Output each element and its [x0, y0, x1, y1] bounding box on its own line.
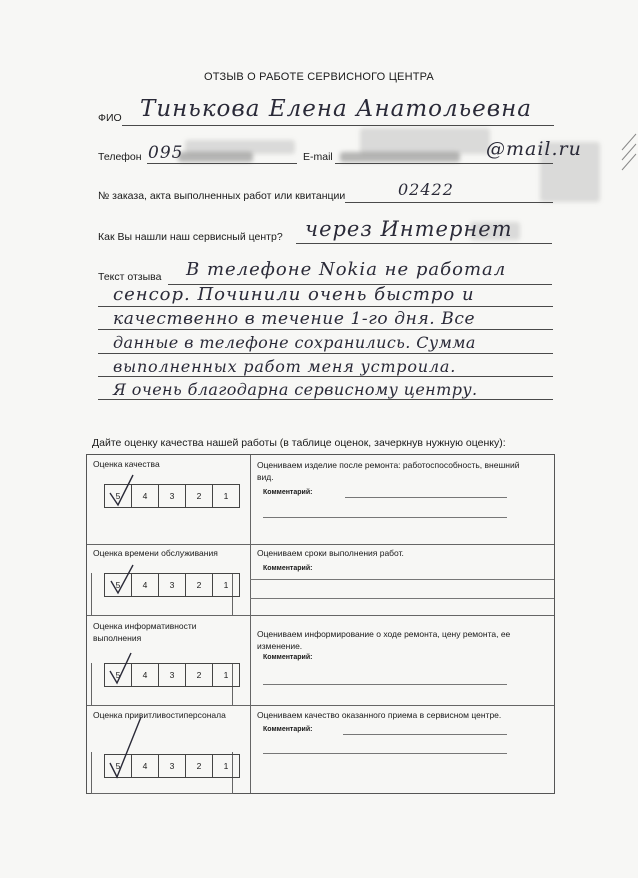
email-handwritten: @mail.ru — [486, 138, 582, 160]
check-mark-icon — [108, 565, 138, 597]
rating-table — [86, 454, 555, 794]
comment-line — [263, 753, 507, 754]
comment-label: Комментарий: — [263, 654, 313, 661]
score-2[interactable]: 2 — [186, 574, 213, 596]
check-mark-icon — [107, 475, 137, 509]
review-line: данные в телефоне сохранились. Сумма — [113, 333, 476, 352]
rating-title: Дайте оценку качества нашей работы (в таблице оценок, зачеркнув нужную оценку): — [92, 437, 506, 449]
comment-label: Комментарий: — [263, 489, 313, 496]
score-4[interactable]: 4 — [132, 574, 159, 596]
comment-line — [345, 497, 507, 498]
comment-line — [263, 684, 507, 685]
rating-description: Оцениваем информирование о ходе ремонта, цену ремонта, ее изменение. — [257, 629, 511, 651]
rating-description: Оцениваем изделие после ремонта: работоспособность, внешний вид. — [257, 460, 520, 482]
fio-label: ФИО — [98, 112, 122, 124]
bleed-through-shadow — [360, 128, 490, 154]
review-label: Текст отзыва — [98, 271, 162, 283]
rating-category: Оценка информативности выполнения — [93, 621, 197, 643]
score-3[interactable]: 3 — [159, 755, 186, 777]
review-underline — [98, 329, 553, 330]
score-4[interactable]: 4 — [132, 485, 159, 507]
email-redaction — [340, 152, 460, 162]
score-3[interactable]: 3 — [159, 485, 186, 507]
order-handwritten: 02422 — [398, 180, 454, 199]
phone-label: Телефон — [98, 151, 142, 163]
review-line: В телефоне Nokia не работал — [186, 259, 507, 280]
comment-label: Комментарий: — [263, 565, 313, 572]
fio-underline — [122, 125, 554, 126]
phone-redaction — [178, 152, 253, 162]
score-1[interactable]: 1 — [223, 580, 229, 590]
score-1[interactable]: 1 — [223, 761, 229, 771]
score-5[interactable]: 5 — [105, 664, 132, 686]
edge-artifact — [620, 120, 638, 240]
order-label: № заказа, акта выполненных работ или квитанции — [98, 190, 346, 202]
email-label: E-mail — [303, 151, 333, 163]
score-5[interactable]: 5 — [105, 485, 132, 507]
fio-handwritten: Тинькова Елена Анатольевна — [140, 96, 533, 122]
comment-line — [250, 598, 554, 599]
score-2[interactable]: 2 — [186, 664, 213, 686]
score-5[interactable]: 5 — [105, 755, 132, 777]
score-4[interactable]: 4 — [132, 664, 159, 686]
rating-description: Оцениваем качество оказанного приема в сервисном центре. — [257, 710, 502, 720]
score-5[interactable]: 5 — [105, 574, 132, 596]
review-line: качественно в течение 1-го дня. Все — [113, 309, 476, 329]
row-divider — [87, 544, 554, 545]
source-handwritten: через Интернет — [305, 217, 513, 241]
rating-category: Оценка привитливостиперсонала — [93, 710, 226, 720]
phone-handwritten: 095 — [148, 143, 184, 163]
score-2[interactable]: 2 — [186, 485, 213, 507]
email-underline — [335, 163, 553, 164]
rating-category: Оценка времени обслуживания — [93, 548, 218, 558]
source-underline — [296, 243, 552, 244]
form-title: ОТЗЫВ О РАБОТЕ СЕРВИСНОГО ЦЕНТРА — [204, 71, 434, 83]
order-underline — [345, 202, 553, 203]
score-1[interactable]: 1 — [223, 670, 229, 680]
comment-line — [263, 517, 507, 518]
review-underline — [98, 306, 553, 307]
comment-label: Комментарий: — [263, 726, 313, 733]
review-underline — [98, 399, 553, 400]
score-4[interactable]: 4 — [132, 755, 159, 777]
comment-line — [343, 734, 507, 735]
check-mark-icon — [107, 653, 137, 687]
score-3[interactable]: 3 — [159, 664, 186, 686]
score-2[interactable]: 2 — [186, 755, 213, 777]
review-underline — [98, 353, 553, 354]
score-1[interactable]: 1 — [223, 491, 229, 501]
rating-description: Оцениваем сроки выполнения работ. — [257, 548, 404, 558]
column-divider — [250, 455, 251, 793]
comment-line — [250, 579, 554, 580]
rating-category: Оценка качества — [93, 459, 160, 469]
check-mark-icon — [107, 717, 147, 781]
review-line: выполненных работ меня устроила. — [113, 357, 457, 376]
review-underline — [98, 376, 553, 377]
source-label: Как Вы нашли наш сервисный центр? — [98, 231, 283, 243]
review-line: сенсор. Починили очень быстро и — [113, 284, 475, 305]
phone-underline — [147, 163, 297, 164]
score-3[interactable]: 3 — [159, 574, 186, 596]
review-line: Я очень благодарна сервисному центру. — [113, 380, 478, 399]
